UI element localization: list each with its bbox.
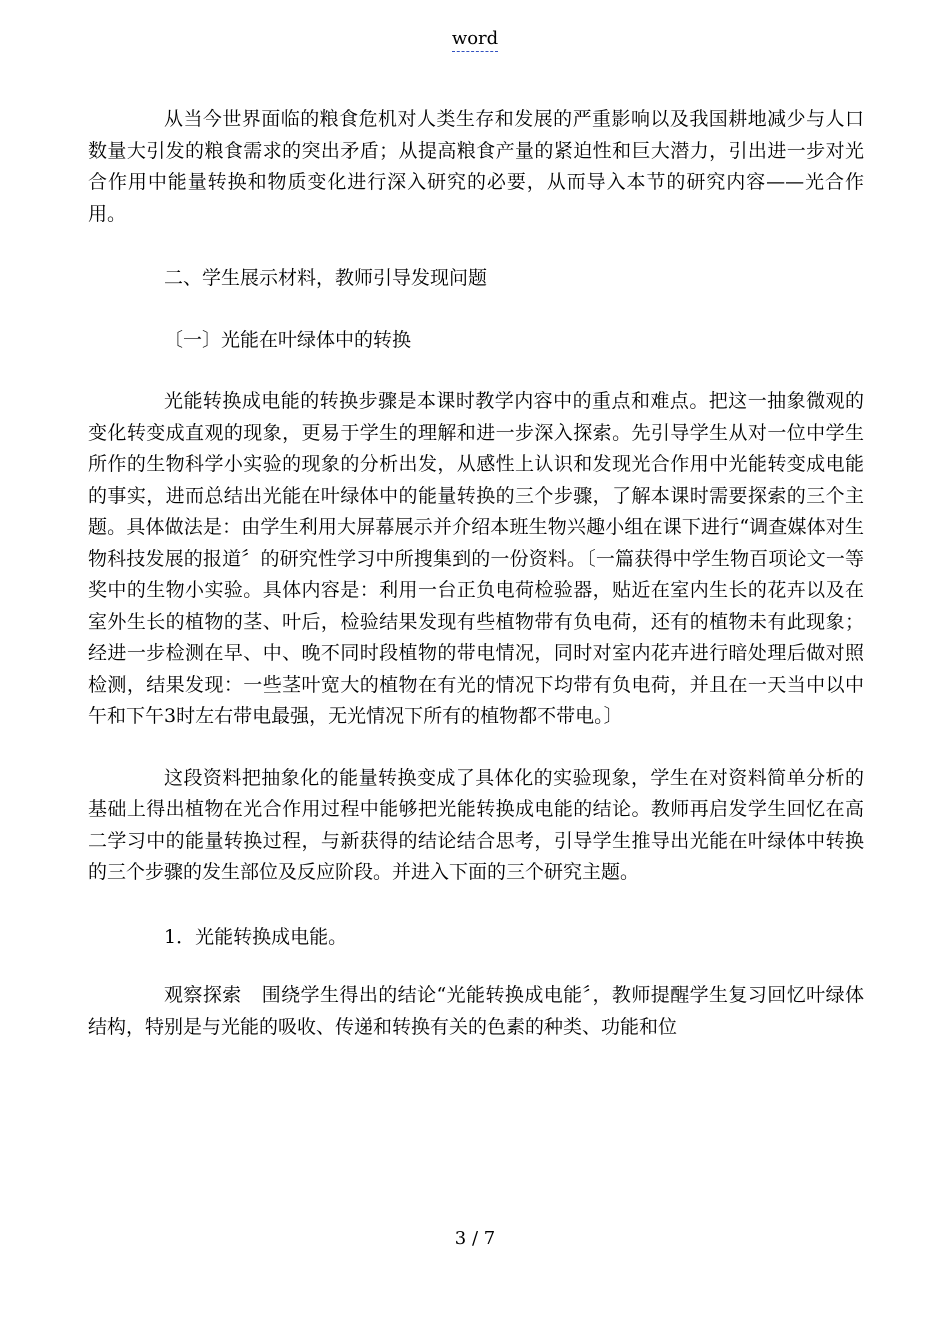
paragraph-material: 光能转换成电能的转换步骤是本课时教学内容中的重点和难点。把这一抽象微观的变化转变成直观的现象，更易于学生的理解和进一步深入探索。先引导学生从对一位中学生所作的生物科学小实验的现象的分析出发，从感性上认识和发现光合作用中光能转变成电能的事实，进而总结出光能在叶绿体中的能量转换的三个步骤，了解本课时需要探索的三个主题。具体做法是：由学生利用大屏幕展示并介绍本班生物兴趣小组在课下进行“调查媒体对生物科技发展的报道〞的研究性学习中所搜集到的一份资料。〔一篇获得中学生物百项论文一等奖中的生物小实验。具体内容是：利用一台正负电荷检验器，贴近在室内生长的花卉以及在室外生长的植物的茎、叶后，检验结果发现有些植物带有负电荷，还有的植物未有此现象；经进一步检测在早、中、晚不同时段植物的带电情况，同时对室内花卉进行暗处理后做对照检测，结果发现：一些茎叶宽大的植物在有光的情况下均带有负电荷，并且在一天当中以中午和下午3时左右带电最强，无光情况下所有的植物都不带电。〕 [88,390,864,727]
observation-text: 围绕学生得出的结论“光能转换成电能〞，教师提醒学生复习回忆叶绿体结构，特别是与光能的吸收、传递和转换有关的色素的种类、功能和位 [88,984,864,1038]
subsection-heading: 〔一〕光能在叶绿体中的转换 [164,328,412,351]
topic-heading: 1．光能转换成电能。 [164,925,348,948]
section-heading: 二、学生展示材料，教师引导发现问题 [164,267,488,289]
paragraph-intro: 从当今世界面临的粮食危机对人类生存和发展的严重影响以及我国耕地减少与人口数量大引发的粮食需求的突出矛盾；从提高粮食产量的紧迫性和巨大潜力，引出进一步对光合作用中能量转换和物质变化进行深入研究的必要，从而导入本节的研究内容——光合作用。 [88,108,864,225]
page-header [0,28,950,49]
observation-label: 观察探索 [164,984,242,1006]
paragraph-observation [88,980,864,1043]
header-title: word [452,28,498,52]
document-body [88,104,864,1043]
page-number: 3 / 7 [454,1228,496,1249]
paragraph-analysis: 这段资料把抽象化的能量转换变成了具体化的实验现象，学生在对资料简单分析的基础上得出植物在光合作用过程中能够把光能转换成电能的结论。教师再启发学生回忆在高二学习中的能量转换过程，与新获得的结论结合思考，引导学生推导出光能在叶绿体中转换的三个步骤的发生部位及反应阶段。并进入下面的三个研究主题。 [88,766,864,883]
